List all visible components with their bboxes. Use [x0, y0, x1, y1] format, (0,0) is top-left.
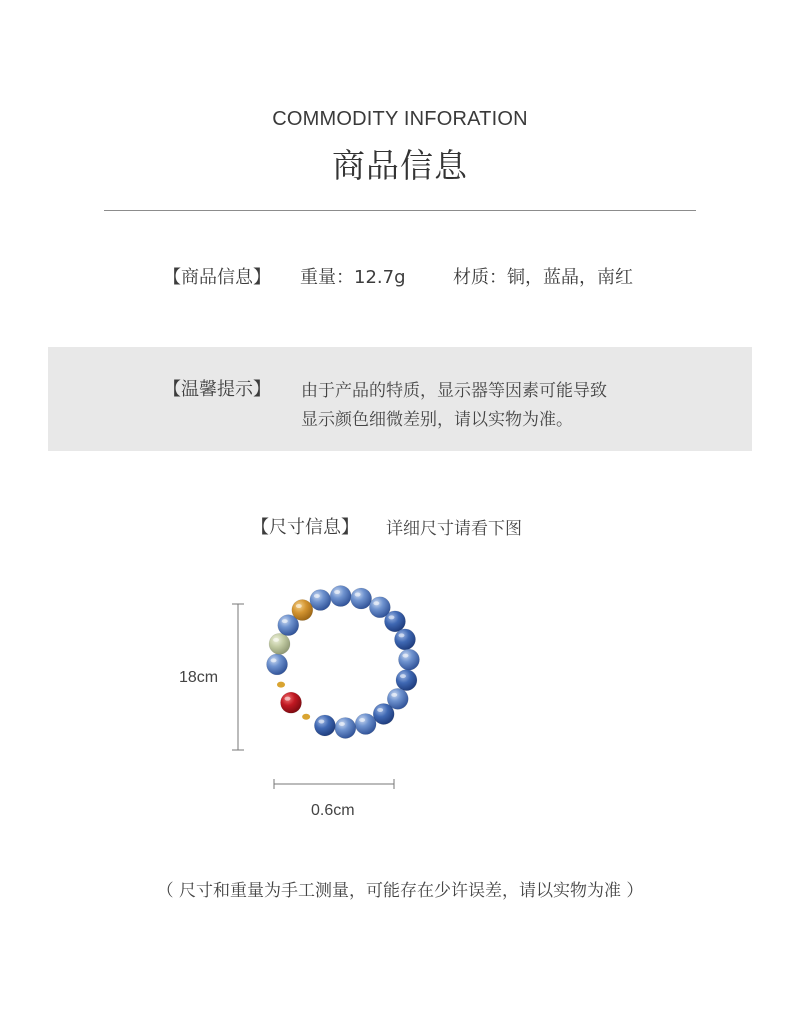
- amber-bead: [292, 600, 313, 621]
- bracelet-image: [258, 580, 428, 750]
- red-agate-bead: [281, 692, 302, 713]
- blue-kyanite-bead: [314, 715, 335, 736]
- title-divider: [104, 210, 696, 211]
- height-dimension-label: 18cm: [179, 669, 219, 686]
- bead-highlight: [355, 593, 361, 597]
- blue-kyanite-bead: [373, 703, 394, 724]
- product-material: 材质：铜，蓝晶，南红: [453, 267, 633, 288]
- bead-highlight: [339, 722, 345, 726]
- section-title: 商品信息: [332, 146, 468, 185]
- blue-kyanite-bead: [335, 717, 356, 738]
- measurement-note: （ 尺寸和重量为手工测量，可能存在少许误差，请以实物为准 ）: [156, 881, 644, 901]
- height-dimension-ruler: [228, 598, 248, 754]
- blue-kyanite-bead: [330, 586, 351, 607]
- gold-spacer-bead: [277, 682, 285, 688]
- section-subtitle-en: COMMODITY INFORATION: [272, 108, 528, 130]
- bead-highlight: [398, 633, 404, 637]
- size-info-label: 【尺寸信息】: [251, 517, 359, 538]
- blue-kyanite-bead: [394, 629, 415, 650]
- bead-highlight: [391, 693, 397, 697]
- notice-label: 【温馨提示】: [163, 379, 271, 400]
- bead-highlight: [334, 590, 340, 594]
- blue-kyanite-bead: [396, 670, 417, 691]
- blue-kyanite-bead: [310, 590, 331, 611]
- size-info-text: 详细尺寸请看下图: [386, 519, 522, 539]
- width-dimension-label: 0.6cm: [311, 802, 355, 819]
- width-dimension-ruler: [268, 776, 398, 792]
- blue-kyanite-bead: [384, 611, 405, 632]
- bead-highlight: [318, 719, 324, 723]
- product-info-label: 【商品信息】: [163, 267, 271, 288]
- jade-bead: [269, 633, 290, 654]
- bead-highlight: [282, 619, 288, 623]
- bead-highlight: [285, 697, 291, 701]
- blue-kyanite-bead: [267, 654, 288, 675]
- gold-spacer-bead: [302, 714, 310, 720]
- bead-highlight: [296, 604, 302, 608]
- blue-kyanite-bead: [398, 649, 419, 670]
- bead-highlight: [359, 718, 365, 722]
- bead-highlight: [271, 658, 277, 662]
- notice-line-1: 由于产品的特质，显示器等因素可能导致: [301, 381, 607, 401]
- bead-highlight: [373, 601, 379, 605]
- product-weight: 重量：12.7g: [300, 267, 406, 288]
- notice-line-2: 显示颜色细微差别，请以实物为准。: [301, 410, 573, 430]
- blue-kyanite-bead: [351, 588, 372, 609]
- bead-highlight: [400, 674, 406, 678]
- blue-kyanite-bead: [355, 713, 376, 734]
- bead-highlight: [314, 594, 320, 598]
- bead-highlight: [273, 638, 279, 642]
- bead-highlight: [388, 615, 394, 619]
- bead-highlight: [377, 708, 383, 712]
- bead-highlight: [402, 654, 408, 658]
